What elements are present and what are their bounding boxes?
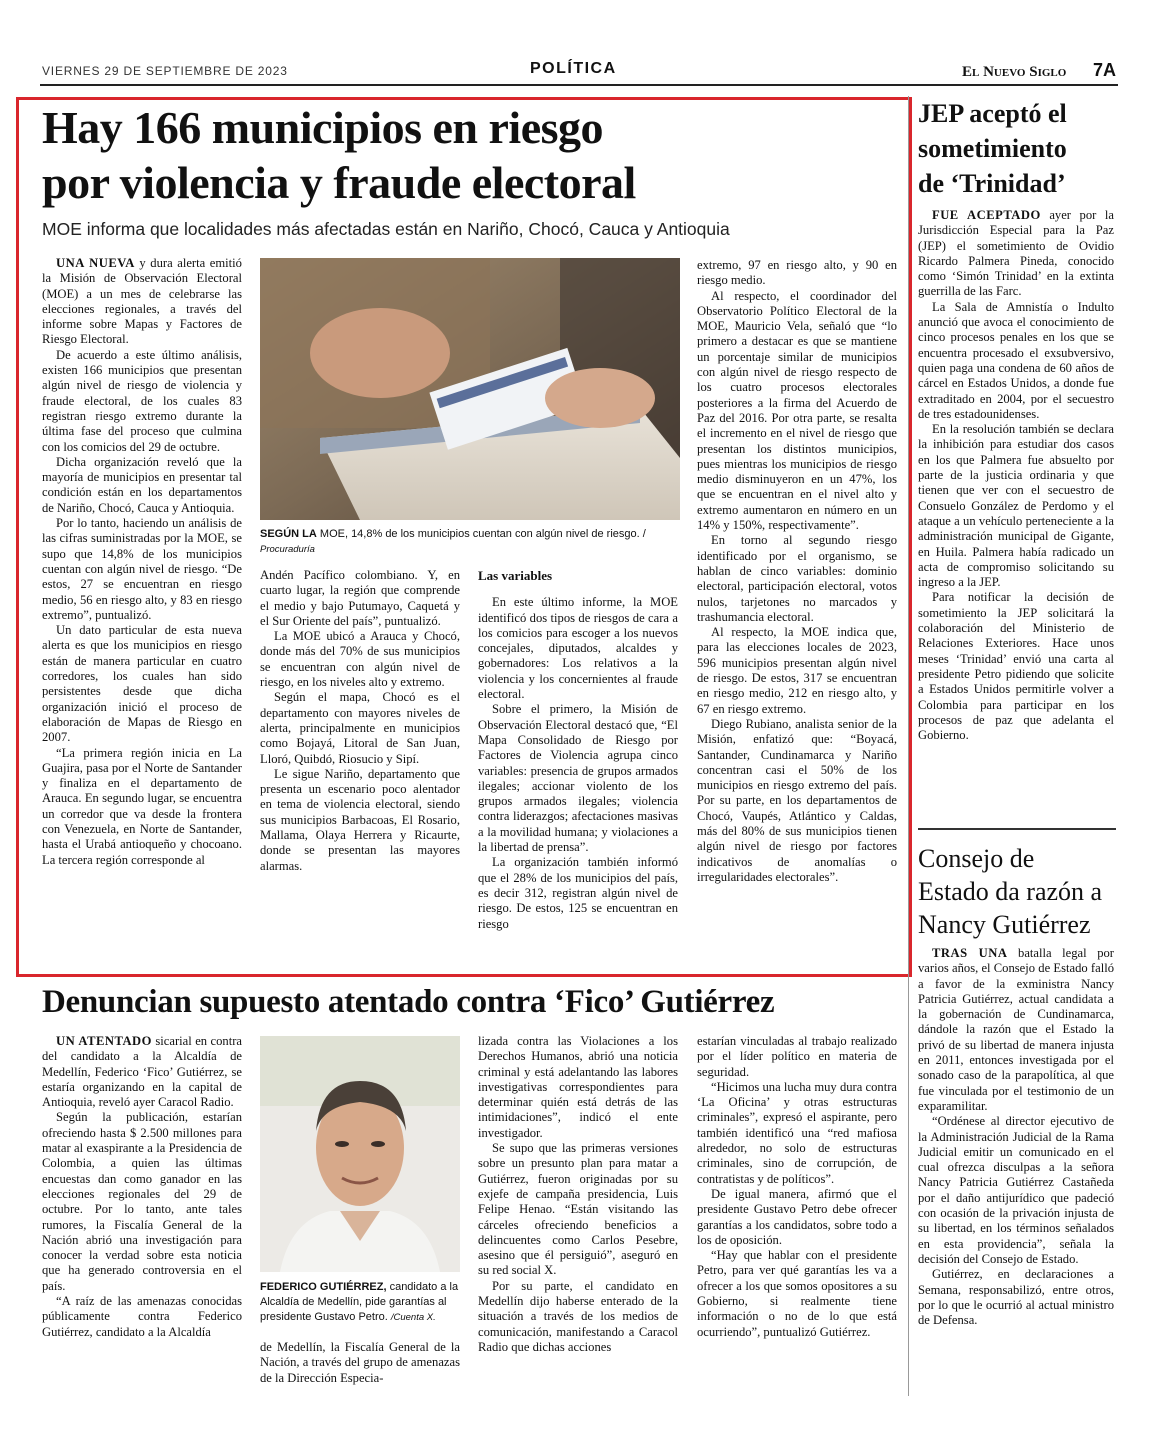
paragraph: Por lo tanto, haciendo un análisis de las cifras suministradas por la MOE, se supo que 14,8% de los municipios cuentan con algún nivel de riesgo. “De estos, 27 se encuentran en riesgo medio, 56 en riesgo alto, y 83 en riesgo extremo”, puntualizó. (42, 516, 242, 622)
paragraph: De igual manera, afirmó que el presidente Gustavo Petro debe ofrecer garantías a los candidatos, sobre todo a los de oposición. (697, 1186, 897, 1247)
jep-headline-line-1: JEP aceptó el (918, 99, 1067, 128)
lead-in: UN ATENTADO (56, 1034, 152, 1048)
second-column-4 (697, 1034, 897, 1340)
jep-headline (918, 96, 1118, 201)
paragraph: Se supo que las primeras versiones sobre un presunto plan para matar a Gutiérrez, fueron originadas por su exjefe de campaña presidencia, Luis Felipe Henao. “Están visitando las cárceles ofreciendo beneficios a delincuentes como Carlos Pesebre, asesino que él persiguió”, aseguró en su red social X. (478, 1141, 678, 1278)
caption-text: MOE, 14,8% de los municipios cuentan con algún nivel de riesgo. / (316, 528, 646, 540)
paragraph: Por su parte, el candidato en Medellín dijo haberse enterado de la situación a través de los medios de comunicación, manifestando a Caracol Radio que dichas acciones (478, 1278, 678, 1354)
sidebar-divider (918, 828, 1116, 830)
paragraph: Gutiérrez, en declaraciones a Semana, responsabilizó, entre otros, por lo que le ocurrió al actual ministro de Defensa. (918, 1267, 1114, 1328)
portrait-caption (260, 1280, 460, 1325)
paragraph: En la resolución también se declara la inhibición para estudiar dos casos en los que Palmera fue absuelto por parte de la justicia ordinaria y que tienen que ver con el secuestro de Consuelo González de Perdomo y el ataque a un vehículo perteneciente a la administración municipal de Gigante, en Huila. Palmera había radicado un acta de compromiso solicitando su ingreso a la JEP. (918, 422, 1114, 590)
paragraph: Diego Rubiano, analista senior de la Misión, enfatizó que: “Boyacá, Santander, Cundinamarca y Nariño concentran casi el 50% de los municipios en riesgo extremo del país. Por su parte, en los departamentos de Chocó, Vaupés, Atlántico y Caldas, más del 80% de sus municipios tienen algún nivel de riesgo por factores indicativos de anomalías o irregularidades electorales”. (697, 716, 897, 884)
paragraph: De acuerdo a este último análisis, existen 166 municipios que presentan algún nivel de riesgo de violencia y fraude electoral, de los cuales 83 registran riesgo extremo durante la última fase del proceso que culmina con los comicios del 29 de octubre. (42, 347, 242, 454)
paragraph: estarían vinculadas al trabajo realizado por el líder político en materia de seguridad. (697, 1034, 897, 1079)
consejo-body (918, 946, 1114, 1328)
paragraph: En este último informe, la MOE identificó dos tipos de riesgos de cara a los comicios para escoger a los nuevos concejales, diputados, alcaldes y gobernadores: Los relativos a la violencia y los concernientes al fraude electoral. (478, 595, 678, 702)
paragraph: Un dato particular de esta nueva alerta es que los municipios en riesgo están de manera particular en cuatro corredores, los cuales han sido persistentes desde que dicha organización inició el proceso de elaboración de Mapas de Riesgo en 2007. (42, 623, 242, 745)
paragraph: ayer por la Jurisdicción Especial para la Paz (JEP) el sometimiento de Ovidio Ricardo Palmera Pineda, conocido como ‘Simón Trinidad’ en la extinta guerrilla de las Farc. (918, 208, 1114, 299)
consejo-headline-line-1: Consejo de (918, 844, 1035, 873)
page-number: 7A (1093, 60, 1117, 80)
caption-lead: SEGÚN LA (260, 528, 317, 540)
paragraph: de Medellín, la Fiscalía General de la Nación, a través del grupo de amenazas de la Dirección Especia- (260, 1340, 460, 1385)
main-column-4 (697, 258, 897, 885)
lead-in: FUE ACEPTADO (932, 208, 1041, 222)
paragraph: Según el mapa, Chocó es el departamento con mayores niveles de alerta, principalmente en municipios como Bojayá, Litoral de San Juan, Lloró, Quibdó, Riosucio y Sipí. (260, 690, 460, 766)
portrait-illustration (260, 1036, 460, 1272)
paragraph: Le sigue Nariño, departamento que presenta un escenario poco alentador en tema de violencia electoral, siendo sus municipios Barbacoas, El Rosario, Mallama, Olaya Herrera y Ricaurte, donde se presentan las mayores alarmas. (260, 766, 460, 873)
jep-body (918, 208, 1114, 743)
subheading: Las variables (478, 568, 553, 583)
main-column-1 (42, 256, 242, 868)
newspaper-name: El Nuevo Siglo (962, 64, 1067, 80)
paragraph: lizada contra las Violaciones a los Derechos Humanos, abrió una noticia criminal y está adelantando las labores investigativas correspondientes para determinar quién está detrás de las intimidaciones”, indicó el ente investigador. (478, 1034, 678, 1140)
paragraph: batalla legal por varios años, el Consejo de Estado falló a favor de la exministra Nancy Patricia Gutiérrez, actual candidata a la gobernación de Cundinamarca, dándole la razón que el Estado la privó de su libertad de manera injusta en 2011, entonces investigada por el sonado caso de la parapolítica, al que fue vinculada por el testimonio de un exparamilitar. (918, 946, 1114, 1113)
paragraph: Sobre el primero, la Misión de Observación Electoral destacó que, “El Mapa Consolidado de Riesgo por Factores de Violencia agrupa cinco variables: presencia de grupos armados ilegales; accionar violento de los grupos armados ilegales; violencia contra liderazgos; afectaciones masivas a la movilidad humana; y violaciones a la libertad de prensa”. (478, 702, 678, 855)
column-divider (908, 96, 909, 1396)
main-headline-line-1: Hay 166 municipios en riesgo (42, 102, 604, 153)
paragraph: Según la publicación, estarían ofreciendo hasta $ 2.500 millones para matar al exaspirante a la Presidencia de Colombia, a quien las últimas encuestas dan como ganador en las elecciones regionales del 29 de octubre. Por lo tanto, ante tales rumores, la Fiscalía General de la Nación abrió una investigación para conocer la verdad sobre esta noticia que ha generado controversia en el país. (42, 1110, 242, 1293)
paragraph: “Hicimos una lucha muy dura contra ‘La Oficina’ y otras estructuras criminales”, expresó el aspirante, pero también identificó una “red mafiosa alrededor, no solo de estructuras criminales, sino de corrupción, de contratistas y de políticos”. (697, 1079, 897, 1186)
second-headline: Denuncian supuesto atentado contra ‘Fico’ Gutiérrez (42, 984, 775, 1020)
second-column-1 (42, 1034, 242, 1340)
paragraph: La organización también informó que el 28% de los municipios del país, es decir 312, registran algún nivel de riesgo. De estos, 125 se encuentran en riesgo (478, 855, 678, 931)
ballot-box-illustration (260, 258, 680, 520)
paragraph: Para notificar la decisión de sometimiento la JEP solicitará la colaboración del Ministerio de Relaciones Exteriores. Hace unos meses ‘Trinidad’ envió una carta al presidente Petro pidiendo que solicite a Estados Unidos permitirle volver a Colombia para participar en los procesos de paz que adelanta el Gobierno. (918, 590, 1114, 743)
paragraph: Al respecto, la MOE indica que, para las elecciones locales de 2023, 596 municipios presentan algún nivel de riesgo. De estos, 317 se encuentran en riesgo medio, 212 en riesgo alto, y 67 en riesgo extremo. (697, 625, 897, 716)
second-column-2 (260, 1340, 460, 1386)
paragraph: En torno al segundo riesgo identificado por el organismo, se hablan de cinco variables: dominio electoral, participación electoral, votos nulos, tarjetones no marcados y trashumancia electoral. (697, 533, 897, 624)
page-date: VIERNES 29 DE SEPTIEMBRE DE 2023 (42, 64, 288, 78)
jep-headline-line-3: de ‘Trinidad’ (918, 169, 1066, 198)
lead-in: UNA NUEVA (56, 256, 135, 270)
consejo-headline-line-3: Nancy Gutiérrez (918, 910, 1091, 939)
paragraph: La MOE ubicó a Arauca y Chocó, donde más del 70% de sus municipios se encuentran con algún nivel de riesgo, en los niveles alto y extremo. (260, 629, 460, 690)
main-headline-line-2: por violencia y fraude electoral (42, 157, 636, 208)
paragraph: “Ordénese al director ejecutivo de la Administración Judicial de la Rama Judicial emitir un comunicado en el cual ofrezca disculpas a la señora Nancy Patricia Gutiérrez Castañeda por el daño antijurídico que padeció con ocasión de la privación injusta de su libertad, en los términos señalados en esta providencia”, señala la decisión del Consejo de Estado. (918, 1114, 1114, 1266)
consejo-headline (918, 842, 1118, 941)
paragraph: “Hay que hablar con el presidente Petro, para ver qué garantías les va a ofrecer a los que somos opositores a su Gobierno, si realmente tiene información o no de lo que está ocurriendo”, puntualizó Gutiérrez. (697, 1248, 897, 1339)
caption-lead: FEDERICO GUTIÉRREZ, (260, 1281, 387, 1293)
main-column-2 (260, 568, 460, 874)
fico-portrait-photo (260, 1036, 460, 1272)
paragraph: “La primera región inicia en La Guajira, pasa por el Norte de Santander y finaliza en el departamento de Arauca. En segundo lugar, se encuentra un corredor que va desde la frontera con Venezuela, en Norte de Santander, hasta el Urabá antioqueño y chocoano. La tercera región corresponde al (42, 745, 242, 867)
paragraph: La Sala de Amnistía o Indulto anunció que avoca el conocimiento de cinco procesos penales en los que se encuentra procesado el exsubversivo, quien paga una condena de 60 años de cárcel en Estados Unidos, a donde fue extraditado en 2004, por el secuestro de tres estadounidenses. (918, 299, 1114, 421)
main-headline (42, 100, 902, 210)
consejo-headline-line-2: Estado da razón a (918, 877, 1103, 906)
paragraph: Andén Pacífico colombiano. Y, en cuarto lugar, la región que comprende el medio y bajo Putumayo, Caquetá y el Sur Oriente del país”, puntualizó. (260, 568, 460, 628)
paragraph: Al respecto, el coordinador del Observatorio Político Electoral de la MOE, Mauricio Vela, señaló que “lo primero a destacar es que se mantiene un porcentaje similar de municipios con algún nivel de riesgo respecto de los cuatro procesos electorales posteriores a la firma del Acuerdo de Paz del 2016. Por otra parte, se resalta el incremento en el nivel de riesgo que presentan los distintos municipios, pues mientras los municipios de riesgo medio disminuyeron en un 47%, los que se encuentran en el nivel alto y extremo aumentaron en número en un 14% y 150%, respectivamente”. (697, 288, 897, 533)
paragraph: y dura alerta emitió la Misión de Observación Electoral (MOE) a un mes de celebrarse las elecciones regionales, a través del informe sobre Mapas y Factores de Riesgo Electoral. (42, 256, 242, 347)
paragraph: “A raíz de las amenazas conocidas públicamente contra Federico Gutiérrez, candidato a la Alcaldía (42, 1294, 242, 1339)
paragraph: Dicha organización reveló que la mayoría de municipios en presentar tal condición están en los departamentos de Nariño, Chocó, Cauca y Antioquia. (42, 454, 242, 515)
jep-headline-line-2: sometimiento (918, 134, 1067, 163)
second-column-3 (478, 1034, 678, 1355)
main-deck: MOE informa que localidades más afectadas están en Nariño, Chocó, Cauca y Antioquia (42, 219, 730, 239)
ballot-box-photo (260, 258, 680, 520)
section-name: POLÍTICA (530, 60, 617, 77)
photo-credit: Procuraduría (260, 544, 315, 555)
paragraph: extremo, 97 en riesgo alto, y 90 en riesgo medio. (697, 258, 897, 288)
caption-text: candidato a la Alcaldía de Medellín, pide garantías al presidente Gustavo Petro. (260, 1281, 459, 1323)
main-column-3 (478, 568, 678, 932)
paragraph: sicarial en contra del candidato a la Alcaldía de Medellín, Federico ‘Fico’ Gutiérrez, se estaría organizando en la capital de Antioquia, reveló ayer Caracol Radio. (42, 1034, 242, 1110)
photo-credit: /Cuenta X. (390, 1312, 436, 1323)
main-photo-caption (260, 527, 680, 557)
header-rule (40, 84, 1118, 86)
lead-in: TRAS UNA (932, 946, 1008, 960)
